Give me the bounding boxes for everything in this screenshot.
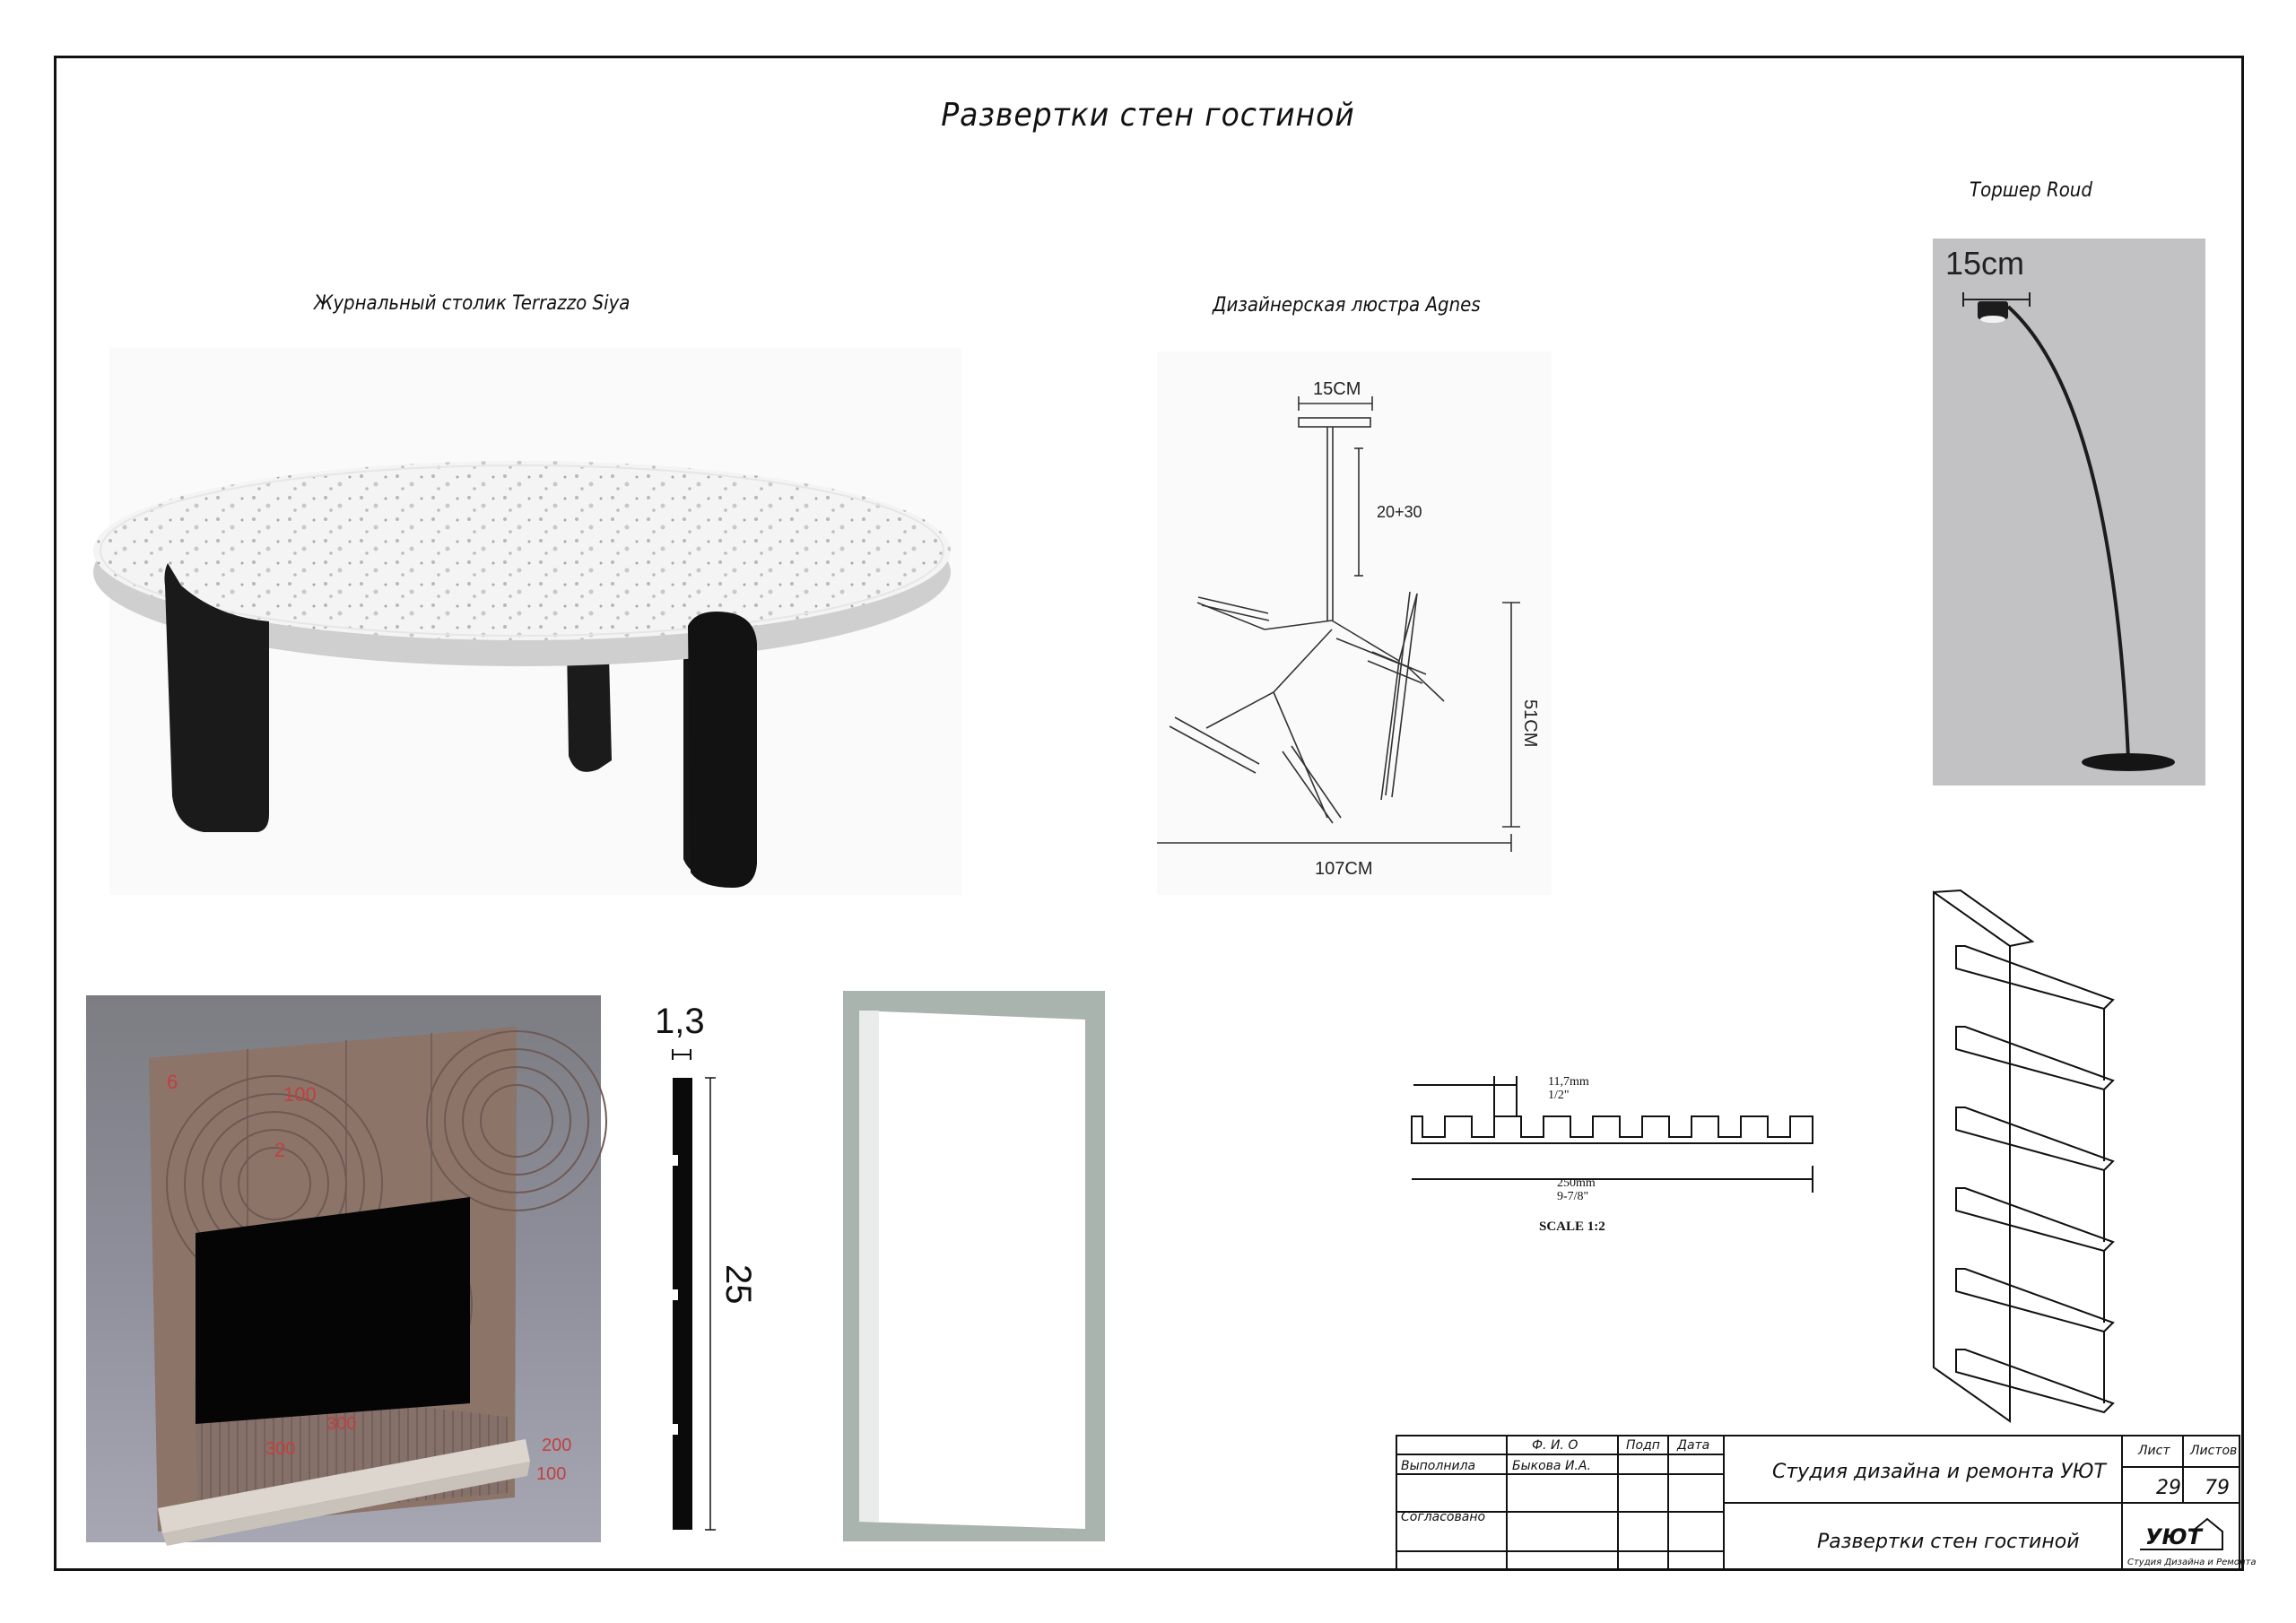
profile-dim-total-in: 9-7/8" [1557, 1190, 1589, 1203]
title-block-stamp [1396, 1435, 2257, 1571]
floor-lamp-image [1933, 239, 2205, 785]
wall-panel-profile-drawing [1405, 995, 1817, 1264]
tv-wall-dim-0: 6 [167, 1071, 178, 1093]
logo-subtitle: Студия Дизайна и Ремонта [2127, 1558, 2257, 1567]
coffee-table-caption: Журнальный столик Terrazzo Siya [314, 292, 631, 315]
stamp-col-sign: Подп [1626, 1438, 1660, 1453]
tv-wall-dim-4: 300 [265, 1439, 296, 1459]
logo-text: УЮТ [2145, 1524, 2203, 1549]
mirror-image [843, 991, 1105, 1541]
profile-dim-groove: 11,7mm [1548, 1075, 1589, 1089]
stamp-sheets-label: Листов [2190, 1444, 2238, 1458]
stamp-sheet-no: 29 [2156, 1477, 2181, 1499]
tv-wall-dim-1: 100 [283, 1083, 317, 1106]
studio-logo [2127, 1519, 2256, 1567]
profile-scale: SCALE 1:2 [1539, 1219, 1605, 1234]
tv-wall-dim-3: 300 [326, 1414, 357, 1434]
chandelier-dim-height: 51CM [1520, 699, 1540, 748]
stamp-row-done-name: Быкова И.А. [1512, 1459, 1591, 1473]
tv-wall-dim-6: 100 [536, 1464, 567, 1484]
stamp-row-agreed-label: Согласовано [1401, 1510, 1486, 1524]
chandelier-caption: Дизайнерская люстра Agnes [1213, 294, 1481, 317]
chandelier-drawing [1157, 352, 1552, 895]
tv-wall-dim-5: 200 [542, 1436, 572, 1455]
floor-lamp-dim-shade: 15cm [1945, 245, 2025, 282]
coffee-table-image [109, 348, 961, 895]
stamp-sheets-total: 79 [2205, 1477, 2230, 1499]
stamp-col-fio: Ф. И. О [1532, 1438, 1578, 1453]
wall-panel-3d-sketch [1925, 883, 2124, 1426]
baseboard-dim-height: 25 [718, 1264, 758, 1305]
profile-dim-groove-in: 1/2" [1548, 1089, 1570, 1102]
sheet-title: Развертки стен гостиной [941, 97, 1355, 134]
stamp-sheet-label: Лист [2138, 1444, 2170, 1458]
baseboard-dim-width: 1,3 [655, 1002, 705, 1041]
chandelier-dim-rod: 20+30 [1377, 503, 1422, 521]
chandelier-dim-width: 107CM [1315, 859, 1373, 879]
tv-wall-render [86, 995, 601, 1542]
stamp-col-date: Дата [1677, 1438, 1710, 1453]
floor-lamp-caption: Торшер Roud [1970, 179, 2092, 202]
stamp-row-done-label: Выполнила [1401, 1459, 1476, 1473]
stamp-sheet-title: Развертки стен гостиной [1817, 1531, 2080, 1553]
tv-wall-dim-2: 2 [274, 1139, 286, 1161]
profile-dim-total: 250mm [1557, 1176, 1596, 1190]
chandelier-dim-top: 15CM [1313, 379, 1361, 399]
baseboard-profile [646, 995, 771, 1542]
stamp-studio: Студия дизайна и ремонта УЮТ [1772, 1461, 2106, 1483]
